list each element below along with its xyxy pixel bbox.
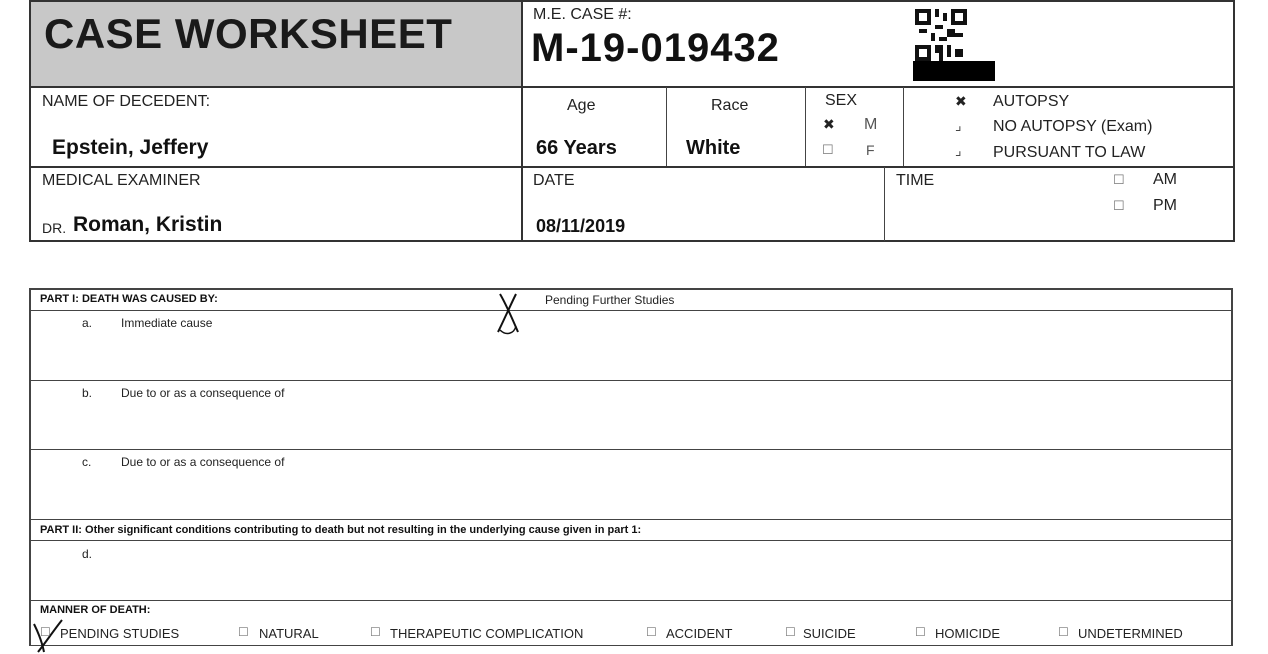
frame-left (29, 0, 31, 242)
line-c-letter: c. (82, 455, 92, 469)
manner-therapeutic-checkbox-icon[interactable]: ☐ (370, 625, 381, 639)
pm-label: PM (1153, 197, 1177, 214)
decedent-name: Epstein, Jeffery (52, 136, 209, 159)
race-value: White (686, 137, 741, 159)
divider-part1 (29, 310, 1233, 311)
line-a-letter: a. (82, 316, 93, 330)
manner-option-pending: PENDING STUDIES (60, 626, 180, 641)
divider-c (29, 519, 1233, 520)
form-title: CASE WORKSHEET (44, 10, 453, 57)
divider-d (29, 600, 1233, 601)
divider-header (29, 86, 1235, 88)
cause-frame-bottom (29, 645, 1233, 646)
manner-option-therapeutic: THERAPEUTIC COMPLICATION (390, 626, 584, 641)
time-label: TIME (896, 172, 935, 189)
divider-a (29, 380, 1233, 381)
sex-label: SEX (825, 92, 858, 109)
race-label: Race (711, 97, 749, 114)
divider-v1 (521, 0, 523, 242)
age-value: 66 Years (536, 137, 617, 159)
autopsy-label: AUTOPSY (993, 93, 1070, 110)
manner-of-death-label: MANNER OF DEATH: (40, 604, 151, 616)
manner-option-accident: ACCIDENT (666, 626, 733, 641)
case-number: M-19-019432 (531, 26, 780, 70)
no-autopsy-checkbox-icon[interactable]: ⌟ (955, 117, 962, 133)
case-number-label: M.E. CASE #: (533, 6, 632, 23)
medical-examiner-label: MEDICAL EXAMINER (42, 172, 201, 189)
pending-further-studies-label: Pending Further Studies (545, 293, 675, 307)
part1-label: PART I: DEATH WAS CAUSED BY: (40, 293, 218, 305)
date-value: 08/11/2019 (536, 216, 626, 236)
qr-code-icon (915, 9, 967, 61)
immediate-cause-label: Immediate cause (121, 316, 213, 330)
date-label: DATE (533, 172, 575, 189)
line-b-letter: b. (82, 386, 93, 400)
manner-natural-checkbox-icon[interactable]: ☐ (238, 625, 249, 639)
cause-frame-right (1231, 288, 1233, 646)
divider-age-race (666, 87, 667, 166)
am-checkbox-icon[interactable]: ☐ (1113, 172, 1125, 187)
cause-frame-left (29, 288, 31, 646)
sex-male-checkbox-icon[interactable]: ✖ (823, 116, 835, 132)
frame-top (29, 0, 1235, 2)
frame-bottom (29, 240, 1235, 242)
manner-suicide-checkbox-icon[interactable]: ☐ (785, 625, 796, 639)
manner-option-natural: NATURAL (259, 626, 319, 641)
pm-checkbox-icon[interactable]: ☐ (1113, 198, 1125, 213)
age-label: Age (567, 97, 596, 114)
autopsy-checkbox-icon[interactable]: ✖ (955, 93, 967, 109)
pursuant-checkbox-icon[interactable]: ⌟ (955, 142, 962, 158)
manner-pending-checkbox-icon[interactable]: ☐ (40, 625, 51, 639)
manner-homicide-checkbox-icon[interactable]: ☐ (915, 625, 926, 639)
divider-row1 (29, 166, 1235, 168)
frame-right (1233, 0, 1235, 242)
sex-female-checkbox-icon[interactable]: ☐ (822, 142, 834, 157)
pursuant-label: PURSUANT TO LAW (993, 144, 1146, 161)
handwritten-x-pending-icon (494, 290, 524, 336)
sex-female-label: F (866, 142, 875, 158)
manner-accident-checkbox-icon[interactable]: ☐ (646, 625, 657, 639)
line-b-label: Due to or as a consequence of (121, 386, 285, 400)
sex-male-label: M (864, 116, 878, 133)
divider-part2 (29, 540, 1233, 541)
name-label: NAME OF DECEDENT: (42, 93, 211, 110)
line-c-label: Due to or as a consequence of (121, 455, 285, 469)
am-label: AM (1153, 171, 1177, 188)
examiner-prefix: DR. (42, 220, 67, 236)
divider-race-sex (805, 87, 806, 166)
manner-option-undetermined: UNDETERMINED (1078, 626, 1183, 641)
no-autopsy-label: NO AUTOPSY (Exam) (993, 118, 1153, 135)
manner-undetermined-checkbox-icon[interactable]: ☐ (1058, 625, 1069, 639)
divider-sex-autopsy (903, 87, 904, 166)
redaction-bar (913, 61, 995, 81)
divider-b (29, 449, 1233, 450)
part2-label: PART II: Other significant conditions contributing to death but not resulting in the underlying cause given in part 1: (40, 524, 642, 536)
divider-date-time (884, 167, 885, 241)
manner-option-suicide: SUICIDE (803, 626, 856, 641)
manner-option-homicide: HOMICIDE (935, 626, 1000, 641)
line-d-letter: d. (82, 547, 93, 561)
examiner-name: Roman, Kristin (73, 213, 223, 236)
cause-frame-top (29, 288, 1233, 290)
